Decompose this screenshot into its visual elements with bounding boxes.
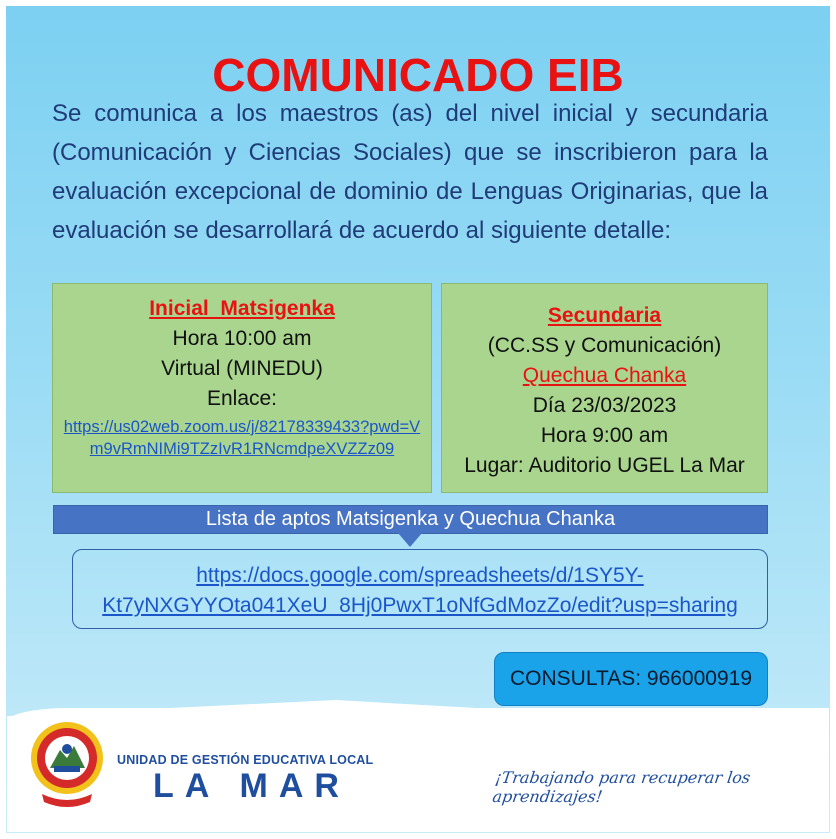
lista-banner: Lista de aptos Matsigenka y Quechua Chanka: [53, 505, 768, 534]
inicial-panel: [52, 283, 432, 493]
inicial-modalidad: Virtual (MINEDU): [161, 357, 323, 380]
spreadsheet-link-box[interactable]: [72, 549, 768, 629]
ugel-logo-icon: [30, 716, 104, 812]
secundaria-lugar: Lugar: Auditorio UGEL La Mar: [464, 454, 745, 477]
spreadsheet-link-line-1[interactable]: https://docs.google.com/spreadsheets/d/1SY5Y-: [196, 564, 644, 587]
org-name-large: LA MAR: [153, 767, 350, 805]
inicial-heading: Inicial Matsigenka: [149, 297, 335, 320]
secundaria-heading: Secundaria: [547, 304, 662, 327]
slogan: ¡Trabajando para recuperar los aprendizajes!: [491, 768, 752, 806]
inicial-enlace-label: Enlace:: [206, 387, 278, 410]
secundaria-areas: (CC.SS y Comunicación): [487, 334, 722, 357]
down-arrow-icon: [398, 533, 422, 547]
page-title: COMUNICADO EIB: [212, 49, 624, 101]
consultas-badge: CONSULTAS: 966000919: [494, 652, 768, 706]
inicial-hora: Hora 10:00 am: [172, 327, 312, 350]
org-name-small: UNIDAD DE GESTIÓN EDUCATIVA LOCAL: [117, 753, 374, 767]
secundaria-panel: [441, 283, 768, 493]
zoom-link[interactable]: https://us02web.zoom.us/j/82178339433?pwd=Vm9vRmNIMi9TZzIvR1RNcmdpeXVZZz09: [63, 418, 421, 458]
spreadsheet-link-line-2[interactable]: Kt7yNXGYYOta041XeU_8Hj0PwxT1oNfGdMozZo/edit?usp=sharing: [102, 594, 738, 617]
secundaria-hora: Hora 9:00 am: [540, 424, 669, 447]
intro-paragraph: Se comunica a los maestros (as) del nivel inicial y secundaria (Comunicación y Ciencias Sociales) que se inscribieron para la evaluación excepcional de dominio de Lenguas Originarias, que la evaluación se desarrollará de acuerdo al siguiente detalle:: [52, 100, 768, 244]
secundaria-lengua: Quechua Chanka: [522, 364, 687, 387]
secundaria-dia: Día 23/03/2023: [532, 394, 677, 417]
